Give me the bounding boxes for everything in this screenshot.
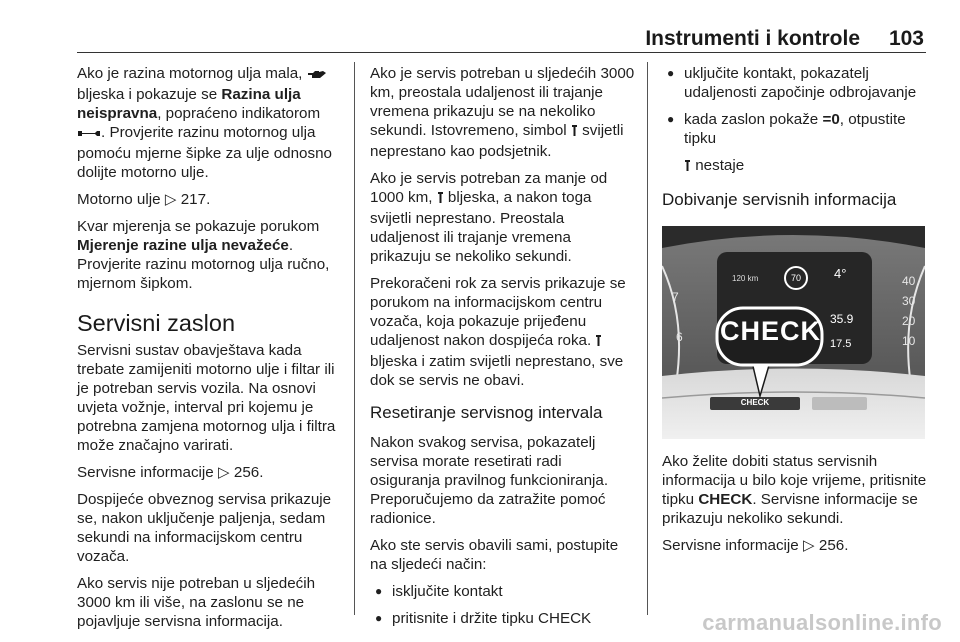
check-engine-wrench-icon <box>77 125 101 144</box>
section-heading-reset-interval: Resetiranje servisnog intervala <box>370 403 603 422</box>
instrument-cluster-illustration <box>662 226 925 439</box>
list-item: ● uključite kontakt, pokazatelj udaljenosti započinje odbrojavanje <box>662 64 927 102</box>
page-number: 103 <box>888 27 924 50</box>
gauge-tick-label: 7 <box>672 290 679 304</box>
column-3 <box>662 64 927 220</box>
measurement-fault-paragraph: Kvar mjerenja se pokazuje porukom Mjerenje razine ulja nevažeće. Provjerite razinu motornog ulja ručno, mjernom šipkom. <box>77 218 330 292</box>
service-wrench-icon <box>571 123 578 142</box>
service-overdue-paragraph: Prekoračeni rok za servis prikazuje se porukom na informacijskom centru vozača, koja pokazuje prijeđenu udaljenost nakon dospijeća roka. bljeska i zatim svijetli neprestano, sve dok se servis ne obavi. <box>370 275 626 389</box>
trip-readout: 17.5 <box>830 338 852 350</box>
gauge-tick-label: 10 <box>902 334 916 348</box>
speed-limit-sign: 70 <box>784 266 808 290</box>
page-reference-link[interactable]: 217. <box>180 191 211 208</box>
page-reference-arrow-icon: ▷ <box>217 464 230 481</box>
page-reference-arrow-icon: ▷ <box>802 537 815 554</box>
gauge-tick-label: 20 <box>902 314 916 328</box>
service-system-paragraph: Servisni sustav obavještava kada trebate zamijeniti motorno ulje i filtar ili je potreban servis vozila. Na osnovi uvjeta vožnje, interval pri kojemu je potrebna zamjena motornog ulja i filtra može značajno varirati. <box>77 342 336 454</box>
check-button-label: CHECK <box>740 398 770 407</box>
self-service-paragraph: Ako ste servis obavili sami, postupite na sljedeći način: <box>370 537 619 573</box>
callout-check-label: CHECK <box>720 316 822 346</box>
section-heading-service-display: Servisni zaslon <box>77 310 236 336</box>
page-reference-arrow-icon: ▷ <box>164 191 177 208</box>
service-wrench-icon <box>684 158 691 177</box>
consumption-readout: 35.9 <box>830 312 854 326</box>
gauge-tick-label: 40 <box>902 274 916 288</box>
column-1 <box>77 64 347 639</box>
page-reference-link[interactable]: 256. <box>818 537 849 554</box>
column-3-lower <box>662 452 927 563</box>
section-heading-service-info: Dobivanje servisnih informacija <box>662 190 897 209</box>
column-2 <box>370 64 635 636</box>
column-divider <box>354 62 355 615</box>
oil-can-icon <box>307 66 327 85</box>
outside-temperature: 4° <box>834 266 847 281</box>
range-readout: 120 km <box>732 274 759 283</box>
service-wrench-icon <box>595 333 602 352</box>
engine-oil-reference: Motorno ulje ▷ 217. <box>77 191 211 208</box>
page-header-title: Instrumenti i kontrole <box>645 27 860 50</box>
header-rule <box>77 52 926 53</box>
measurement-fault-message: Mjerenje razine ulja nevažeće <box>77 237 289 254</box>
service-info-reference: Servisne informacije ▷ 256. <box>662 537 849 554</box>
oil-level-paragraph: Ako je razina motornog ulja mala, bljeska i pokazuje se Razina ulja neispravna, popraćeno indikatorom . Provjerite razinu motornog ulja pomoću mjerne šipke za ulje odnosno dolijte motorno ulje. <box>77 65 332 181</box>
watermark: carmanualsonline.info <box>702 610 942 635</box>
list-item: ● pritisnite i držite tipku CHECK <box>370 609 635 628</box>
service-1000km-paragraph: Ako je servis potreban za manje od 1000 km, bljeska, a nakon toga svijetli neprestano. Preostala udaljenost ili trajanje vremena prikazuju se nekoliko sekundi. <box>370 170 608 265</box>
list-item: ● isključite kontakt <box>370 582 635 601</box>
column-divider <box>647 62 648 615</box>
page-reference-link[interactable]: 256. <box>233 464 264 481</box>
no-service-paragraph: Ako servis nije potreban u sljedećih 3000 km ili više, na zaslonu se ne pojavljuje servisna informacija. <box>77 575 316 630</box>
service-wrench-icon <box>437 190 444 209</box>
reset-paragraph: Nakon svakog servisa, pokazatelj servisa morate resetirati radi osiguranja pravilnog funkcioniranja. Preporučujemo da zatražite pomoć radionice. <box>370 434 609 527</box>
service-info-reference: Servisne informacije ▷ 256. <box>77 464 264 481</box>
list-item: ● kada zaslon pokaže =0, otpustite tipku <box>662 110 927 148</box>
service-3000km-paragraph: Ako je servis potreban u sljedećih 3000 km, preostala udaljenost ili trajanje vremena prikazuju se na nekoliko sekundi. Istovremeno, simbol svijetli neprestano kao podsjetnik. <box>370 65 635 160</box>
wrench-disappears-line: nestaje <box>662 156 927 177</box>
gauge-tick-label: 30 <box>902 294 916 308</box>
due-service-paragraph: Dospijeće obveznog servisa prikazuje se, nakon uključenje paljenja, sedam sekundi na informacijskom centru vozača. <box>77 491 332 565</box>
oil-level-message: Razina ulja neispravna <box>77 86 301 122</box>
service-info-paragraph: Ako želite dobiti status servisnih informacija u bilo koje vrijeme, pritisnite tipku CHECK. Servisne informacije se prikazuju nekoliko sekundi. <box>662 453 927 527</box>
gauge-tick-label: 6 <box>676 330 683 344</box>
